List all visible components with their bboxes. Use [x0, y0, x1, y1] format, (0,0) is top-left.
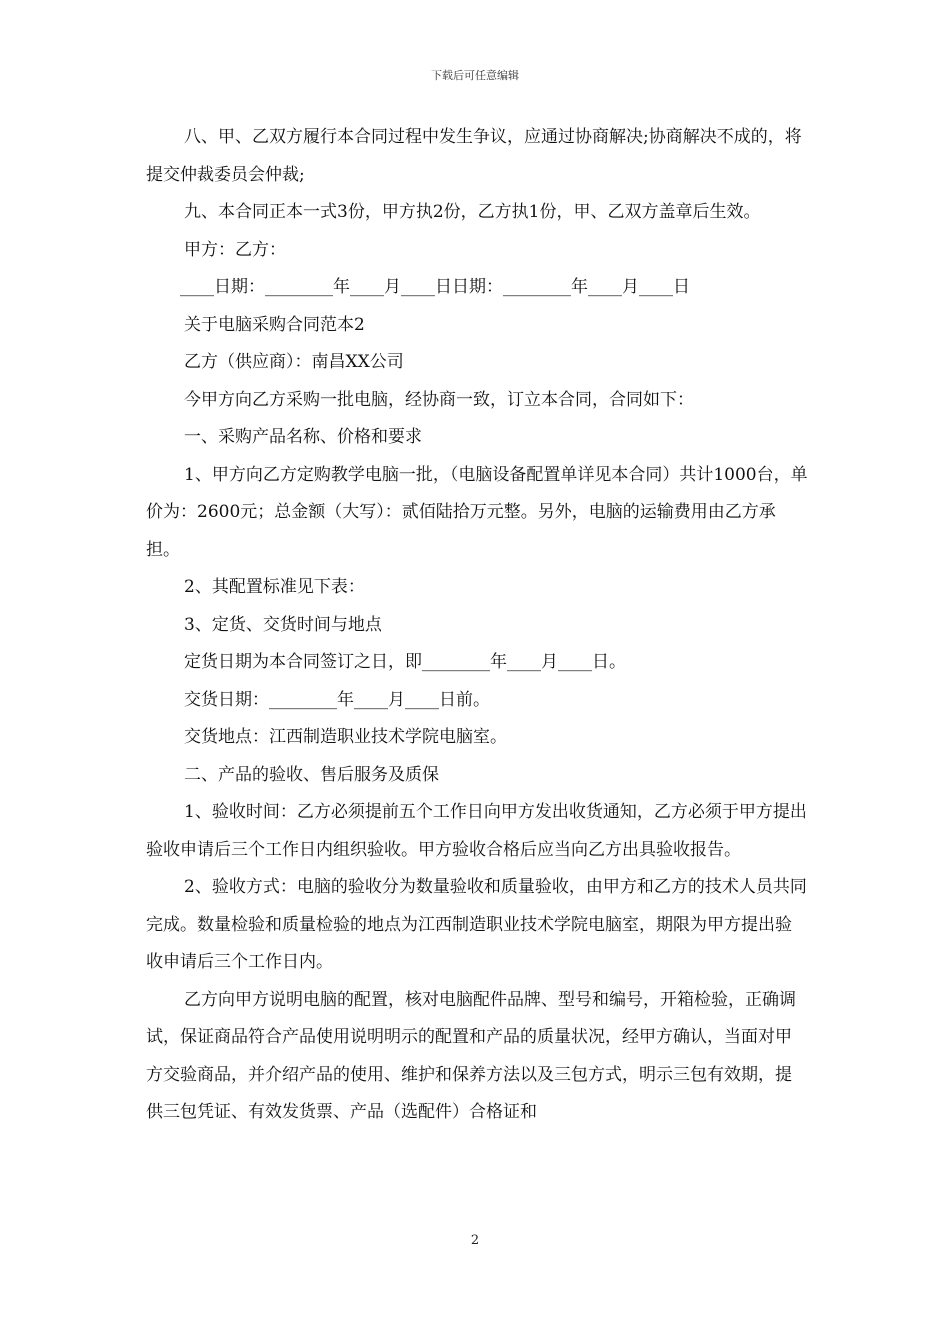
- paragraph-order: 1、甲方向乙方定购教学电脑一批，（电脑设备配置单详见本合同）共计1000台，单价为：2600元；总金额（大写）：贰佰陆拾万元整。另外，电脑的运输费用由乙方承担。: [146, 464, 808, 560]
- paragraph-delivery-heading: 3、定货、交货时间与地点: [184, 614, 382, 635]
- heading-acceptance: 二、产品的验收、售后服务及质保: [184, 764, 439, 785]
- document-body: [146, 119, 808, 1132]
- page-number: 2: [470, 1233, 480, 1248]
- paragraph-acceptance-method: 2、验收方式：电脑的验收分为数量验收和质量验收，由甲方和乙方的技术人员共同完成。数量检验和质量检验的地点为江西制造职业技术学院电脑室，期限为甲方提出验收申请后三个工作日内。: [146, 877, 807, 972]
- section-title: 关于电脑采购合同范本2: [184, 314, 365, 335]
- paragraph-delivery-date: 交货日期：________年____月____日前。: [184, 689, 490, 710]
- paragraph-intro: 今甲方向乙方采购一批电脑，经协商一致，订立本合同，合同如下：: [184, 389, 694, 410]
- paragraph-dispute: 八、甲、乙双方履行本合同过程中发生争议，应通过协商解决;协商解决不成的，将提交仲裁委员会仲裁;: [146, 127, 802, 185]
- paragraph-config: 2、其配置标准见下表：: [184, 577, 365, 597]
- paragraph-copies: 九、本合同正本一式3份，甲方执2份，乙方执1份，甲、乙双方盖章后生效。: [184, 202, 761, 222]
- heading-product: 一、采购产品名称、价格和要求: [184, 427, 422, 447]
- paragraph-acceptance-time: 1、验收时间：乙方必须提前五个工作日向甲方发出收货通知，乙方必须于甲方提出验收申请后三个工作日内组织验收。甲方验收合格后应当向乙方出具验收报告。: [146, 802, 807, 860]
- paragraph-delivery-place: 交货地点：江西制造职业技术学院电脑室。: [184, 727, 507, 747]
- page-header: 下载后可任意编辑: [431, 69, 519, 82]
- paragraph-order-date: 定货日期为本合同签订之日，即________年____月____日。: [184, 652, 626, 672]
- paragraph-signature-dates: ____日期：________年____月____日日期：________年____月____日: [180, 277, 690, 297]
- paragraph-parties: 甲方：乙方：: [184, 239, 286, 260]
- paragraph-inspection: 乙方向甲方说明电脑的配置，核对电脑配件品牌、型号和编号，开箱检验，正确调试，保证商品符合产品使用说明明示的配置和产品的质量状况，经甲方确认，当面对甲方交验商品，并介绍产品的使用、维护和保养方法以及三包方式，明示三包有效期，提供三包凭证、有效发货票、产品（选配件）合格证和: [146, 989, 796, 1122]
- paragraph-supplier: 乙方（供应商）：南昌XX公司: [184, 352, 404, 372]
